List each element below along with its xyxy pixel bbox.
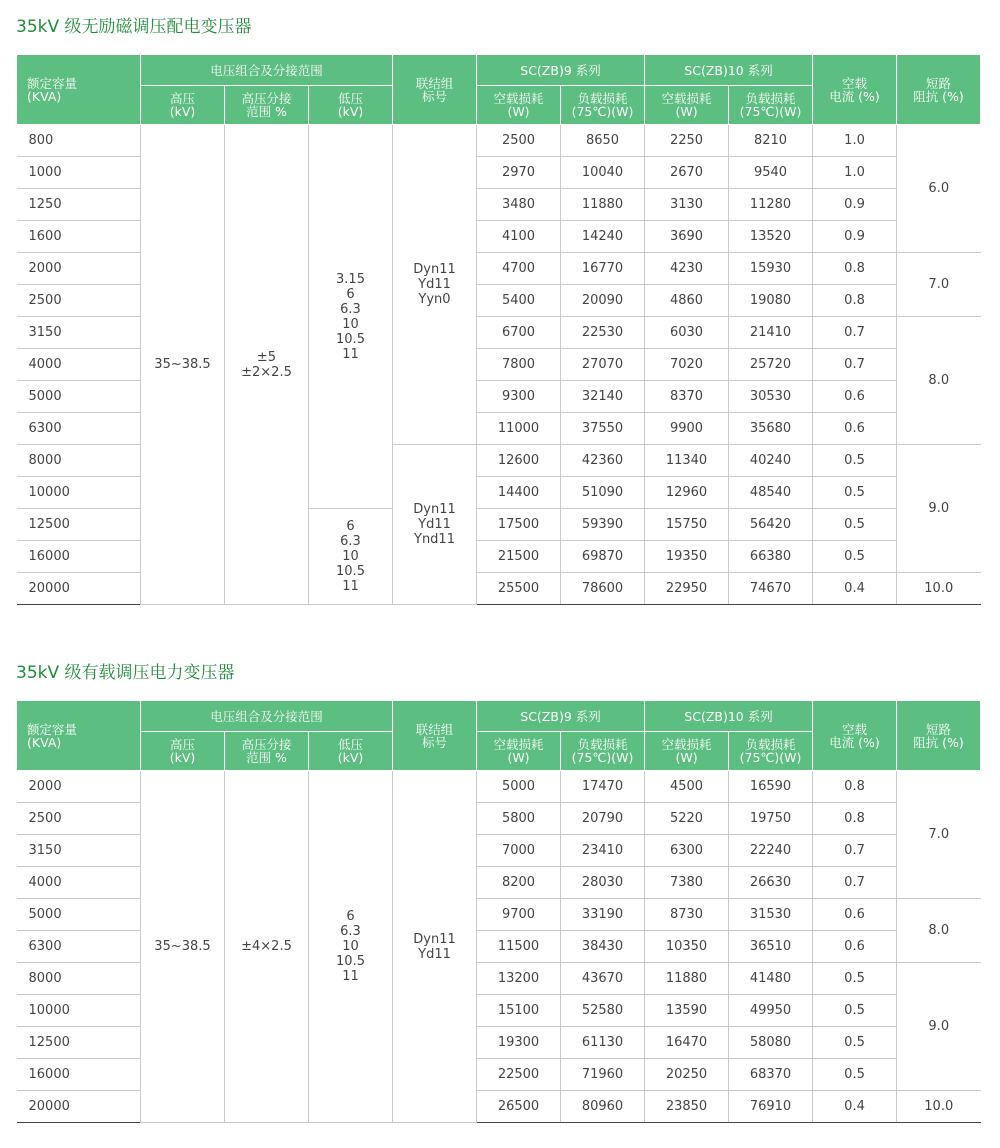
cell-sc9-load: 20790 (561, 803, 645, 835)
cell-sc10-load: 49950 (729, 995, 813, 1027)
cell-noload-current: 1.0 (813, 125, 897, 157)
cell-sc9-load: 69870 (561, 541, 645, 573)
cell-sc10-noload: 15750 (645, 509, 729, 541)
cell-sc10-load: 66380 (729, 541, 813, 573)
header-impedance: 短路 阻抗 (%) (897, 55, 981, 125)
cell-sc9-load: 16770 (561, 253, 645, 285)
cell-sc9-load: 38430 (561, 931, 645, 963)
cell-sc10-load: 31530 (729, 899, 813, 931)
cell-sc9-noload: 12600 (477, 445, 561, 477)
header-sc10-load-loss: 负载损耗 (75℃)(W) (729, 732, 813, 771)
header-sc10-series: SC(ZB)10 系列 (645, 701, 813, 732)
cell-capacity: 2000 (17, 253, 141, 285)
cell-sc9-load: 33190 (561, 899, 645, 931)
cell-sc10-noload: 10350 (645, 931, 729, 963)
cell-sc9-noload: 13200 (477, 963, 561, 995)
header-lv: 低压 (kV) (309, 86, 393, 125)
cell-sc10-load: 76910 (729, 1091, 813, 1123)
header-hv-tap: 高压分接 范围 % (225, 732, 309, 771)
cell-sc9-noload: 14400 (477, 477, 561, 509)
cell-sc9-noload: 22500 (477, 1059, 561, 1091)
header-sc9-series: SC(ZB)9 系列 (477, 701, 645, 732)
cell-impedance: 9.0 (897, 445, 981, 573)
section-title-on-load-tap: 35kV 级有载调压电力变压器 (16, 663, 235, 683)
cell-capacity: 6300 (17, 931, 141, 963)
cell-sc10-noload: 11340 (645, 445, 729, 477)
header-capacity: 额定容量 (KVA) (17, 55, 141, 125)
cell-sc9-load: 8650 (561, 125, 645, 157)
cell-sc10-noload: 13590 (645, 995, 729, 1027)
cell-sc10-load: 16590 (729, 771, 813, 803)
cell-sc10-load: 8210 (729, 125, 813, 157)
cell-impedance: 9.0 (897, 963, 981, 1091)
cell-noload-current: 0.6 (813, 381, 897, 413)
cell-sc9-noload: 7800 (477, 349, 561, 381)
cell-sc10-noload: 7380 (645, 867, 729, 899)
cell-sc10-noload: 5220 (645, 803, 729, 835)
header-capacity: 额定容量 (KVA) (17, 701, 141, 771)
cell-tap-value: ±4×2.5 (225, 771, 309, 1123)
cell-sc10-noload: 2250 (645, 125, 729, 157)
cell-sc10-noload: 4230 (645, 253, 729, 285)
header-sc9-series: SC(ZB)9 系列 (477, 55, 645, 86)
cell-capacity: 2000 (17, 771, 141, 803)
header-noload-current: 空载 电流 (%) (813, 701, 897, 771)
cell-sc10-load: 68370 (729, 1059, 813, 1091)
cell-sc9-load: 61130 (561, 1027, 645, 1059)
header-hv-tap: 高压分接 范围 % (225, 86, 309, 125)
cell-impedance: 8.0 (897, 317, 981, 445)
cell-sc10-load: 21410 (729, 317, 813, 349)
cell-sc10-noload: 7020 (645, 349, 729, 381)
cell-sc9-load: 20090 (561, 285, 645, 317)
header-sc10-series: SC(ZB)10 系列 (645, 55, 813, 86)
header-sc10-noload-loss: 空载损耗 (W) (645, 86, 729, 125)
cell-sc10-noload: 20250 (645, 1059, 729, 1091)
cell-sc9-noload: 26500 (477, 1091, 561, 1123)
cell-lv-group-2: 6 6.3 10 10.5 11 (309, 509, 393, 605)
cell-noload-current: 1.0 (813, 157, 897, 189)
cell-sc9-load: 43670 (561, 963, 645, 995)
header-impedance: 短路 阻抗 (%) (897, 701, 981, 771)
cell-sc9-noload: 6700 (477, 317, 561, 349)
table-row (17, 125, 981, 157)
cell-sc9-noload: 3480 (477, 189, 561, 221)
cell-lv-group: 6 6.3 10 10.5 11 (309, 771, 393, 1123)
cell-sc10-load: 30530 (729, 381, 813, 413)
cell-noload-current: 0.5 (813, 509, 897, 541)
cell-sc10-load: 15930 (729, 253, 813, 285)
cell-capacity: 2500 (17, 285, 141, 317)
cell-sc10-noload: 9900 (645, 413, 729, 445)
cell-sc9-noload: 9700 (477, 899, 561, 931)
cell-noload-current: 0.5 (813, 1027, 897, 1059)
cell-sc9-load: 52580 (561, 995, 645, 1027)
cell-capacity: 3150 (17, 835, 141, 867)
spec-table-no-load-tap (16, 54, 981, 605)
cell-vector-group: Dyn11 Yd11 (393, 771, 477, 1123)
cell-lv-group-1: 3.15 6 6.3 10 10.5 11 (309, 125, 393, 509)
cell-sc9-load: 28030 (561, 867, 645, 899)
cell-noload-current: 0.5 (813, 1059, 897, 1091)
cell-sc9-noload: 15100 (477, 995, 561, 1027)
header-hv: 高压 (kV) (141, 86, 225, 125)
cell-sc10-noload: 11880 (645, 963, 729, 995)
table-row (17, 771, 981, 803)
cell-sc9-noload: 5800 (477, 803, 561, 835)
cell-sc9-noload: 17500 (477, 509, 561, 541)
cell-sc9-load: 42360 (561, 445, 645, 477)
cell-capacity: 6300 (17, 413, 141, 445)
cell-capacity: 5000 (17, 899, 141, 931)
cell-sc9-load: 59390 (561, 509, 645, 541)
cell-noload-current: 0.8 (813, 803, 897, 835)
cell-sc9-noload: 9300 (477, 381, 561, 413)
cell-capacity: 1000 (17, 157, 141, 189)
cell-capacity: 5000 (17, 381, 141, 413)
cell-sc9-noload: 7000 (477, 835, 561, 867)
cell-sc10-load: 19080 (729, 285, 813, 317)
cell-sc10-load: 40240 (729, 445, 813, 477)
cell-sc10-noload: 4500 (645, 771, 729, 803)
cell-sc9-load: 51090 (561, 477, 645, 509)
cell-sc10-load: 9540 (729, 157, 813, 189)
cell-sc9-load: 37550 (561, 413, 645, 445)
cell-sc9-noload: 4100 (477, 221, 561, 253)
cell-capacity: 16000 (17, 1059, 141, 1091)
cell-capacity: 4000 (17, 867, 141, 899)
cell-sc10-load: 26630 (729, 867, 813, 899)
cell-capacity: 12500 (17, 509, 141, 541)
cell-noload-current: 0.6 (813, 413, 897, 445)
cell-sc10-load: 41480 (729, 963, 813, 995)
header-sc9-load-loss: 负载损耗 (75℃)(W) (561, 86, 645, 125)
header-voltage-group: 电压组合及分接范围 (141, 55, 393, 86)
cell-sc9-load: 11880 (561, 189, 645, 221)
cell-capacity: 800 (17, 125, 141, 157)
cell-sc10-noload: 4860 (645, 285, 729, 317)
cell-noload-current: 0.5 (813, 541, 897, 573)
cell-noload-current: 0.6 (813, 899, 897, 931)
header-sc9-noload-loss: 空载损耗 (W) (477, 732, 561, 771)
header-sc10-noload-loss: 空载损耗 (W) (645, 732, 729, 771)
cell-noload-current: 0.9 (813, 189, 897, 221)
cell-sc10-load: 74670 (729, 573, 813, 605)
cell-impedance: 7.0 (897, 253, 981, 317)
cell-sc10-load: 36510 (729, 931, 813, 963)
cell-sc10-noload: 16470 (645, 1027, 729, 1059)
cell-noload-current: 0.7 (813, 835, 897, 867)
cell-sc9-load: 14240 (561, 221, 645, 253)
cell-capacity: 4000 (17, 349, 141, 381)
header-voltage-group: 电压组合及分接范围 (141, 701, 393, 732)
header-sc10-load-loss: 负载损耗 (75℃)(W) (729, 86, 813, 125)
cell-sc10-load: 58080 (729, 1027, 813, 1059)
cell-sc9-load: 71960 (561, 1059, 645, 1091)
cell-noload-current: 0.5 (813, 995, 897, 1027)
cell-impedance: 10.0 (897, 1091, 981, 1123)
cell-noload-current: 0.8 (813, 253, 897, 285)
spec-table-on-load-tap (16, 700, 981, 1123)
cell-capacity: 8000 (17, 963, 141, 995)
header-vector-group: 联结组 标号 (393, 55, 477, 125)
cell-noload-current: 0.7 (813, 317, 897, 349)
cell-capacity: 20000 (17, 1091, 141, 1123)
cell-hv-value: 35~38.5 (141, 771, 225, 1123)
cell-sc10-load: 35680 (729, 413, 813, 445)
cell-sc9-load: 22530 (561, 317, 645, 349)
cell-sc9-noload: 19300 (477, 1027, 561, 1059)
cell-capacity: 3150 (17, 317, 141, 349)
header-noload-current: 空载 电流 (%) (813, 55, 897, 125)
section-title-no-load-tap: 35kV 级无励磁调压配电变压器 (16, 17, 252, 37)
cell-noload-current: 0.8 (813, 285, 897, 317)
cell-hv-value: 35~38.5 (141, 125, 225, 605)
cell-sc10-load: 13520 (729, 221, 813, 253)
cell-capacity: 10000 (17, 477, 141, 509)
cell-sc10-noload: 3130 (645, 189, 729, 221)
cell-impedance: 8.0 (897, 899, 981, 963)
cell-capacity: 8000 (17, 445, 141, 477)
cell-capacity: 2500 (17, 803, 141, 835)
cell-capacity: 10000 (17, 995, 141, 1027)
cell-sc10-load: 19750 (729, 803, 813, 835)
cell-capacity: 16000 (17, 541, 141, 573)
cell-noload-current: 0.4 (813, 573, 897, 605)
cell-sc9-noload: 2500 (477, 125, 561, 157)
cell-capacity: 1600 (17, 221, 141, 253)
cell-sc10-load: 25720 (729, 349, 813, 381)
cell-impedance: 7.0 (897, 771, 981, 899)
cell-sc10-noload: 12960 (645, 477, 729, 509)
cell-sc9-load: 78600 (561, 573, 645, 605)
cell-sc9-noload: 21500 (477, 541, 561, 573)
cell-noload-current: 0.6 (813, 931, 897, 963)
cell-sc9-noload: 4700 (477, 253, 561, 285)
cell-sc10-noload: 8370 (645, 381, 729, 413)
cell-noload-current: 0.7 (813, 349, 897, 381)
cell-sc9-noload: 8200 (477, 867, 561, 899)
cell-sc10-noload: 3690 (645, 221, 729, 253)
cell-noload-current: 0.5 (813, 963, 897, 995)
cell-sc10-noload: 2670 (645, 157, 729, 189)
header-sc9-noload-loss: 空载损耗 (W) (477, 86, 561, 125)
header-sc9-load-loss: 负载损耗 (75℃)(W) (561, 732, 645, 771)
cell-impedance: 6.0 (897, 125, 981, 253)
cell-noload-current: 0.4 (813, 1091, 897, 1123)
cell-capacity: 1250 (17, 189, 141, 221)
cell-sc10-noload: 6030 (645, 317, 729, 349)
cell-sc10-load: 48540 (729, 477, 813, 509)
cell-noload-current: 0.7 (813, 867, 897, 899)
cell-sc9-noload: 25500 (477, 573, 561, 605)
cell-sc10-load: 56420 (729, 509, 813, 541)
cell-vector-group-2: Dyn11 Yd11 Ynd11 (393, 445, 477, 605)
cell-sc9-noload: 5000 (477, 771, 561, 803)
cell-noload-current: 0.5 (813, 445, 897, 477)
cell-sc9-load: 10040 (561, 157, 645, 189)
cell-sc9-load: 27070 (561, 349, 645, 381)
cell-sc9-load: 32140 (561, 381, 645, 413)
cell-noload-current: 0.5 (813, 477, 897, 509)
cell-sc10-noload: 23850 (645, 1091, 729, 1123)
header-lv: 低压 (kV) (309, 732, 393, 771)
cell-sc10-load: 22240 (729, 835, 813, 867)
cell-sc10-noload: 19350 (645, 541, 729, 573)
header-vector-group: 联结组 标号 (393, 701, 477, 771)
header-hv: 高压 (kV) (141, 732, 225, 771)
cell-sc9-load: 17470 (561, 771, 645, 803)
cell-vector-group-1: Dyn11 Yd11 Yyn0 (393, 125, 477, 445)
cell-noload-current: 0.8 (813, 771, 897, 803)
cell-sc10-noload: 6300 (645, 835, 729, 867)
cell-sc9-noload: 5400 (477, 285, 561, 317)
cell-sc9-noload: 11000 (477, 413, 561, 445)
cell-sc10-load: 11280 (729, 189, 813, 221)
cell-capacity: 12500 (17, 1027, 141, 1059)
cell-sc9-noload: 2970 (477, 157, 561, 189)
cell-tap-value: ±5 ±2×2.5 (225, 125, 309, 605)
cell-sc9-load: 80960 (561, 1091, 645, 1123)
cell-capacity: 20000 (17, 573, 141, 605)
cell-impedance: 10.0 (897, 573, 981, 605)
cell-noload-current: 0.9 (813, 221, 897, 253)
cell-sc9-noload: 11500 (477, 931, 561, 963)
cell-sc9-load: 23410 (561, 835, 645, 867)
cell-sc10-noload: 22950 (645, 573, 729, 605)
cell-sc10-noload: 8730 (645, 899, 729, 931)
